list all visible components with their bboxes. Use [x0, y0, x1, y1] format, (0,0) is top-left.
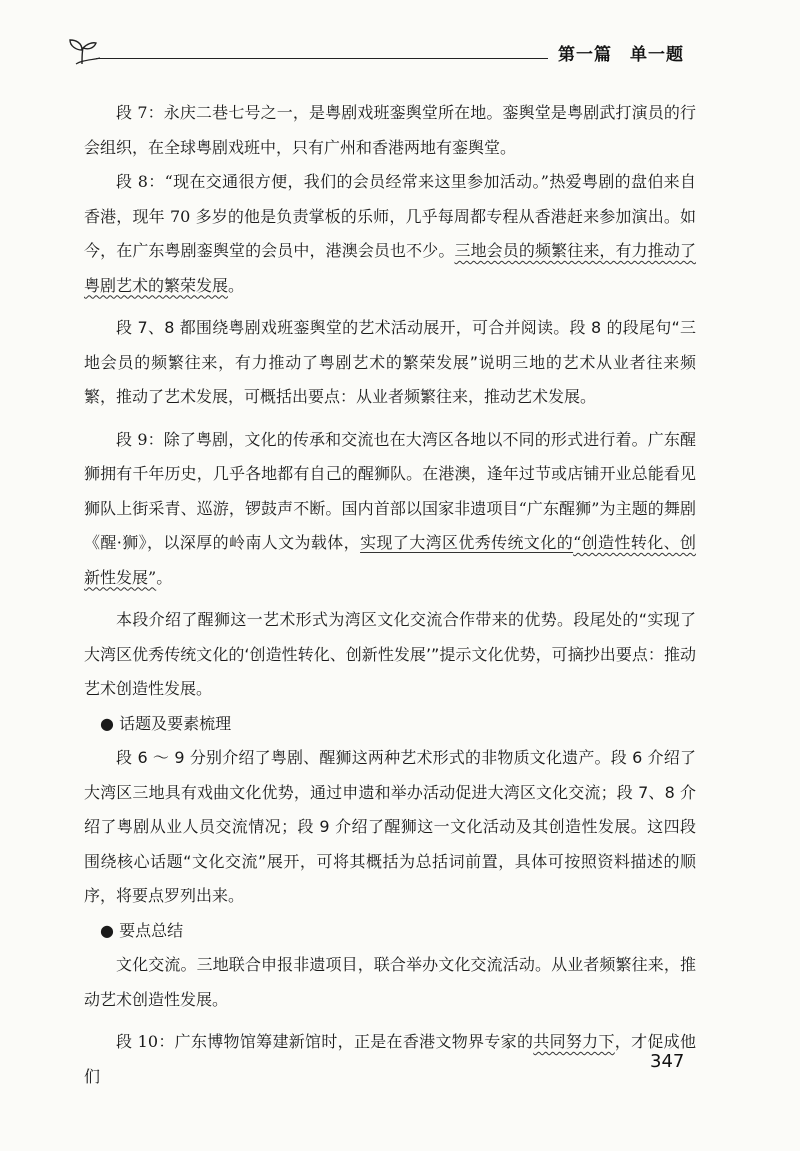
analysis-paragraph-9: 本段介绍了醒狮这一艺术形式为湾区文化交流合作带来的优势。段尾处的“实现了大湾区优秀传统文化的‘创造性转化、创新性发展’”提示文化优势，可摘抄出要点：推动艺术创造性发展。	[84, 610, 696, 698]
wavy-underlined-key-phrase: “创造性转化、创新性发展”	[84, 533, 696, 587]
wavy-underlined-key-sentence: 三地会员的频繁往来，有力推动了粤剧艺术的繁荣发展	[84, 241, 696, 295]
page-body	[84, 96, 696, 1094]
paragraph-8-end: 。	[228, 275, 245, 295]
header-rule	[96, 58, 548, 59]
topic-analysis-paragraph: 段 6 ～ 9 分别介绍了粤剧、醒狮这两种艺术形式的非物质文化遗产。段 6 介绍了大湾区三地具有戏曲文化优势，通过申遗和举办活动促进大湾区文化交流；段 7、8 介绍了粤剧从业人员交流情况；段 9 介绍了醒狮这一文化活动及其创造性发展。这四段围绕核心话题“文化交流”展开，可将其概括为总括词前置，具体可按照资料描述的顺序，将要点罗列出来。	[84, 748, 696, 905]
paragraph-8	[84, 165, 696, 303]
sprout-icon	[62, 34, 102, 66]
underlined-phrase: 实现了大湾区优秀传统文化的	[360, 533, 574, 552]
wavy-underlined-phrase: 共同努力下	[533, 1032, 615, 1051]
heading-topic-elements	[84, 707, 696, 742]
paragraph-10-text: 段 10：广东博物馆筹建新馆时，正是在香港文物界专家的	[116, 1032, 534, 1051]
heading-key-points	[84, 914, 696, 949]
paragraph-10-end: ，才促成他们	[84, 1032, 696, 1086]
page-number: 347	[650, 1051, 685, 1072]
heading-text: 要点总结	[119, 920, 184, 940]
analysis-paragraph-7-8: 段 7、8 都围绕粤剧戏班銮舆堂的艺术活动展开，可合并阅读。段 8 的段尾句“三地会员的频繁往来，有力推动了粤剧艺术的繁荣发展”说明三地的艺术从业者往来频繁，推动了艺术发展，可概括出要点：从业者频繁往来，推动艺术发展。	[84, 318, 696, 406]
section-title: 第一篇 单一题	[558, 45, 684, 65]
key-points-summary: 文化交流。三地联合申报非遗项目，联合举办文化交流活动。从业者频繁往来，推动艺术创造性发展。	[84, 955, 696, 1009]
page-header	[0, 0, 800, 80]
bullet-icon: ●	[100, 920, 114, 940]
bullet-icon: ●	[100, 713, 114, 733]
paragraph-7: 段 7：永庆二巷七号之一，是粤剧戏班銮舆堂所在地。銮舆堂是粤剧武打演员的行会组织，在全球粤剧戏班中，只有广州和香港两地有銮舆堂。	[84, 103, 696, 157]
paragraph-9-text: 段 9：除了粤剧，文化的传承和交流也在大湾区各地以不同的形式进行着。广东醒狮拥有千年历史，几乎各地都有自己的醒狮队。在港澳，逢年过节或店铺开业总能看见狮队上街采青、巡游，锣鼓声不断。国内首部以国家非遗项目“广东醒狮”为主题的舞剧《醒·狮》，以深厚的岭南人文为载体，	[84, 429, 696, 552]
heading-text: 话题及要素梳理	[119, 713, 232, 733]
paragraph-9	[84, 423, 696, 596]
paragraph-8-text: 段 8：“现在交通很方便，我们的会员经常来这里参加活动。”热爱粤剧的盘伯来自香港，现年 70 多岁的他是负责掌板的乐师，几乎每周都专程从香港赶来参加演出。如今，在广东粤剧銮舆堂的会员中，港澳会员也不少。	[84, 172, 696, 260]
paragraph-10	[84, 1025, 696, 1094]
paragraph-9-end: 。	[156, 567, 173, 587]
